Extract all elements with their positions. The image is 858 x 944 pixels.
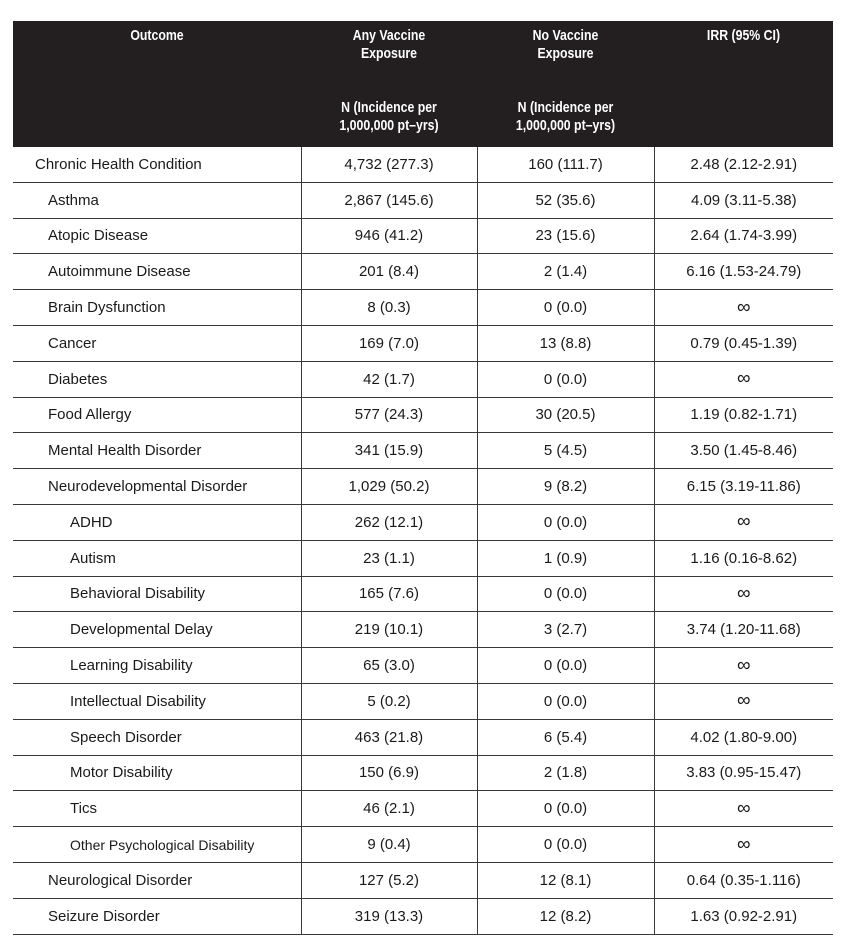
any-vaccine-cell: 42 (1.7) xyxy=(301,361,477,397)
any-vaccine-cell: 4,732 (277.3) xyxy=(301,147,477,182)
outcome-cell: Neurological Disorder xyxy=(13,862,301,898)
table-row xyxy=(13,791,833,827)
header-any-n-incidence: N (Incidence per 1,000,000 pt–yrs) xyxy=(301,87,477,147)
irr-cell: 0.64 (0.35-1.116) xyxy=(654,862,833,898)
any-vaccine-cell: 262 (12.1) xyxy=(301,504,477,540)
outcome-cell: Mental Health Disorder xyxy=(13,433,301,469)
irr-cell: 6.15 (3.19-11.86) xyxy=(654,469,833,505)
any-vaccine-cell: 319 (13.3) xyxy=(301,898,477,934)
outcome-cell: Chronic Health Condition xyxy=(13,147,301,182)
table-row xyxy=(13,218,833,254)
outcome-cell: Autism xyxy=(13,540,301,576)
table-row xyxy=(13,755,833,791)
no-vaccine-cell: 0 (0.0) xyxy=(477,504,654,540)
header-no-vaccine: No Vaccine Exposure xyxy=(477,21,654,87)
any-vaccine-cell: 463 (21.8) xyxy=(301,719,477,755)
header-irr: IRR (95% CI) xyxy=(654,21,833,147)
irr-cell: ∞ xyxy=(654,504,833,540)
no-vaccine-cell: 3 (2.7) xyxy=(477,612,654,648)
table-row xyxy=(13,147,833,182)
outcome-cell: Food Allergy xyxy=(13,397,301,433)
irr-cell: ∞ xyxy=(654,576,833,612)
any-vaccine-cell: 946 (41.2) xyxy=(301,218,477,254)
table-row xyxy=(13,540,833,576)
any-vaccine-cell: 2,867 (145.6) xyxy=(301,182,477,218)
no-vaccine-cell: 12 (8.2) xyxy=(477,898,654,934)
table-body xyxy=(13,147,833,934)
irr-cell: ∞ xyxy=(654,683,833,719)
table-row xyxy=(13,683,833,719)
table-row xyxy=(13,612,833,648)
outcome-cell: Other Psychological Disability xyxy=(13,827,301,863)
outcome-cell: Tics xyxy=(13,791,301,827)
table-row xyxy=(13,719,833,755)
outcome-cell: Speech Disorder xyxy=(13,719,301,755)
irr-cell: 3.83 (0.95-15.47) xyxy=(654,755,833,791)
outcome-cell: Asthma xyxy=(13,182,301,218)
outcome-cell: ADHD xyxy=(13,504,301,540)
irr-cell: 2.48 (2.12-2.91) xyxy=(654,147,833,182)
table-row xyxy=(13,576,833,612)
any-vaccine-cell: 5 (0.2) xyxy=(301,683,477,719)
any-vaccine-cell: 219 (10.1) xyxy=(301,612,477,648)
any-vaccine-cell: 65 (3.0) xyxy=(301,648,477,684)
table-row xyxy=(13,648,833,684)
any-vaccine-cell: 201 (8.4) xyxy=(301,254,477,290)
no-vaccine-cell: 1 (0.9) xyxy=(477,540,654,576)
irr-cell: 1.63 (0.92-2.91) xyxy=(654,898,833,934)
outcome-cell: Seizure Disorder xyxy=(13,898,301,934)
irr-cell: 3.74 (1.20-11.68) xyxy=(654,612,833,648)
irr-cell: ∞ xyxy=(654,791,833,827)
no-vaccine-cell: 52 (35.6) xyxy=(477,182,654,218)
no-vaccine-cell: 2 (1.4) xyxy=(477,254,654,290)
outcome-cell: Cancer xyxy=(13,325,301,361)
any-vaccine-cell: 341 (15.9) xyxy=(301,433,477,469)
outcome-cell: Brain Dysfunction xyxy=(13,290,301,326)
no-vaccine-cell: 5 (4.5) xyxy=(477,433,654,469)
outcome-cell: Autoimmune Disease xyxy=(13,254,301,290)
header-any-vaccine: Any Vaccine Exposure xyxy=(301,21,477,87)
outcome-cell: Motor Disability xyxy=(13,755,301,791)
no-vaccine-cell: 13 (8.8) xyxy=(477,325,654,361)
outcome-cell: Neurodevelopmental Disorder xyxy=(13,469,301,505)
any-vaccine-cell: 169 (7.0) xyxy=(301,325,477,361)
table-row xyxy=(13,182,833,218)
outcome-cell: Behavioral Disability xyxy=(13,576,301,612)
irr-cell: 6.16 (1.53-24.79) xyxy=(654,254,833,290)
table-row xyxy=(13,469,833,505)
any-vaccine-cell: 577 (24.3) xyxy=(301,397,477,433)
no-vaccine-cell: 0 (0.0) xyxy=(477,683,654,719)
irr-cell: ∞ xyxy=(654,290,833,326)
any-vaccine-cell: 165 (7.6) xyxy=(301,576,477,612)
header-outcome: Outcome xyxy=(13,21,301,147)
any-vaccine-cell: 127 (5.2) xyxy=(301,862,477,898)
header-none-n-incidence: N (Incidence per 1,000,000 pt–yrs) xyxy=(477,87,654,147)
table-row xyxy=(13,504,833,540)
no-vaccine-cell: 9 (8.2) xyxy=(477,469,654,505)
no-vaccine-cell: 0 (0.0) xyxy=(477,827,654,863)
irr-cell: 3.50 (1.45-8.46) xyxy=(654,433,833,469)
irr-cell: ∞ xyxy=(654,827,833,863)
outcome-cell: Learning Disability xyxy=(13,648,301,684)
no-vaccine-cell: 6 (5.4) xyxy=(477,719,654,755)
table-row xyxy=(13,397,833,433)
table-row xyxy=(13,433,833,469)
no-vaccine-cell: 0 (0.0) xyxy=(477,648,654,684)
table-row xyxy=(13,827,833,863)
irr-cell: 1.19 (0.82-1.71) xyxy=(654,397,833,433)
table-row xyxy=(13,290,833,326)
no-vaccine-cell: 30 (20.5) xyxy=(477,397,654,433)
any-vaccine-cell: 1,029 (50.2) xyxy=(301,469,477,505)
no-vaccine-cell: 23 (15.6) xyxy=(477,218,654,254)
table-row xyxy=(13,862,833,898)
any-vaccine-cell: 46 (2.1) xyxy=(301,791,477,827)
no-vaccine-cell: 0 (0.0) xyxy=(477,290,654,326)
any-vaccine-cell: 150 (6.9) xyxy=(301,755,477,791)
no-vaccine-cell: 12 (8.1) xyxy=(477,862,654,898)
outcomes-table-container xyxy=(13,21,833,935)
irr-cell: 1.16 (0.16-8.62) xyxy=(654,540,833,576)
no-vaccine-cell: 0 (0.0) xyxy=(477,576,654,612)
any-vaccine-cell: 8 (0.3) xyxy=(301,290,477,326)
outcome-cell: Developmental Delay xyxy=(13,612,301,648)
outcome-cell: Diabetes xyxy=(13,361,301,397)
irr-cell: 4.02 (1.80-9.00) xyxy=(654,719,833,755)
irr-cell: 4.09 (3.11-5.38) xyxy=(654,182,833,218)
irr-cell: 2.64 (1.74-3.99) xyxy=(654,218,833,254)
table-row xyxy=(13,361,833,397)
outcomes-table xyxy=(13,21,833,935)
irr-cell: 0.79 (0.45-1.39) xyxy=(654,325,833,361)
outcome-cell: Atopic Disease xyxy=(13,218,301,254)
outcome-cell: Intellectual Disability xyxy=(13,683,301,719)
no-vaccine-cell: 0 (0.0) xyxy=(477,791,654,827)
no-vaccine-cell: 160 (111.7) xyxy=(477,147,654,182)
table-row xyxy=(13,325,833,361)
table-header xyxy=(13,21,833,147)
no-vaccine-cell: 2 (1.8) xyxy=(477,755,654,791)
irr-cell: ∞ xyxy=(654,648,833,684)
any-vaccine-cell: 23 (1.1) xyxy=(301,540,477,576)
any-vaccine-cell: 9 (0.4) xyxy=(301,827,477,863)
table-row xyxy=(13,898,833,934)
irr-cell: ∞ xyxy=(654,361,833,397)
table-row xyxy=(13,254,833,290)
no-vaccine-cell: 0 (0.0) xyxy=(477,361,654,397)
